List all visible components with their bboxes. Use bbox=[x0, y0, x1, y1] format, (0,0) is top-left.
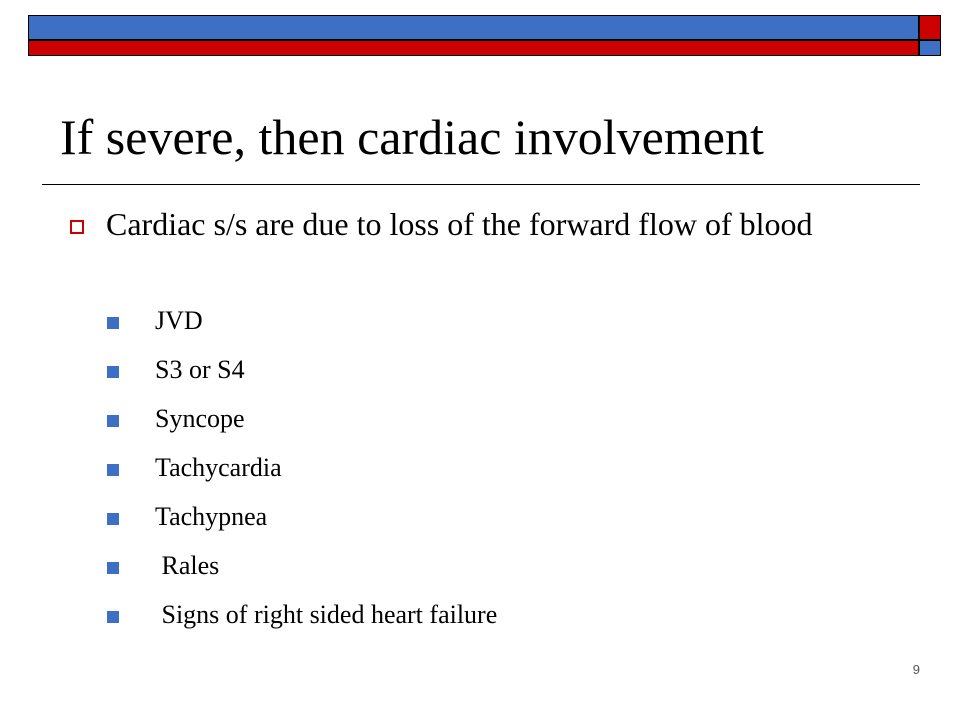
square-bullet-icon bbox=[107, 513, 119, 525]
square-bullet-icon bbox=[107, 611, 119, 623]
sub-bullet-text: S3 or S4 bbox=[155, 355, 245, 384]
sub-bullet bbox=[107, 403, 807, 435]
sub-bullet-text: Tachypnea bbox=[155, 502, 268, 531]
square-bullet-icon bbox=[107, 562, 119, 574]
sub-bullet-text: Rales bbox=[155, 551, 220, 580]
sub-bullet-text: Tachycardia bbox=[155, 453, 282, 482]
sub-bullet bbox=[107, 354, 807, 386]
sub-bullet bbox=[107, 550, 807, 582]
sub-bullet bbox=[107, 305, 807, 337]
page-number: 9 bbox=[912, 662, 920, 677]
sub-bullet bbox=[107, 599, 807, 631]
sub-bullet-text: JVD bbox=[155, 306, 203, 335]
sub-bullet bbox=[107, 501, 807, 533]
square-bullet-icon bbox=[107, 366, 119, 378]
square-bullet-icon bbox=[107, 415, 119, 427]
square-bullet-icon bbox=[107, 317, 119, 329]
main-bullet-text: Cardiac s/s are due to loss of the forward flow of blood bbox=[106, 206, 813, 242]
sub-bullet-text: Syncope bbox=[155, 404, 245, 433]
sub-bullet bbox=[107, 452, 807, 484]
slide-title: If severe, then cardiac involvement bbox=[60, 109, 764, 165]
square-bullet-icon bbox=[107, 464, 119, 476]
hollow-square-bullet-icon bbox=[70, 220, 84, 234]
sub-bullet-text: Signs of right sided heart failure bbox=[155, 600, 498, 629]
